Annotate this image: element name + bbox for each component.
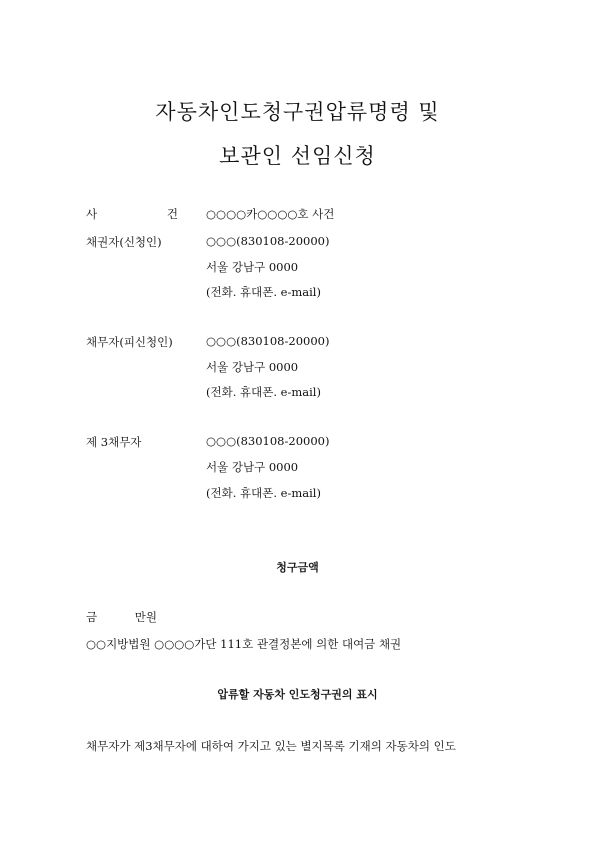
claim-basis: ○○지방법원 ○○○○가단 111호 관결정본에 의한 대여금 채권 (86, 637, 402, 651)
third-debtor-label: 제 3채무자 (86, 435, 142, 449)
amount-suffix: 만원 (134, 610, 157, 624)
third-debtor-contact: (전화. 휴대폰. e-mail) (206, 486, 321, 500)
third-debtor-name: ○○○(830108-20000) (206, 434, 330, 448)
creditor-label: 채권자(신청인) (86, 235, 162, 249)
creditor-address: 서울 강남구 0000 (206, 260, 299, 274)
amount-prefix: 금 (86, 610, 98, 624)
case-label (86, 206, 178, 222)
claim-amount-heading: 청구금액 (276, 561, 319, 574)
debtor-label: 채무자(피신청인) (86, 335, 173, 349)
document-title-line1: 자동차인도청구권압류명령 및 (155, 100, 440, 124)
seizure-text: 채무자가 제3채무자에 대하여 가지고 있는 별지목록 기재의 자동차의 인도 (86, 739, 456, 753)
third-debtor-address: 서울 강남구 0000 (206, 460, 299, 474)
case-value: ○○○○카○○○○호 사건 (206, 207, 335, 221)
creditor-contact: (전화. 휴대폰. e-mail) (206, 285, 321, 299)
creditor-name: ○○○(830108-20000) (206, 234, 330, 248)
seizure-heading: 압류할 자동차 인도청구권의 표시 (217, 688, 378, 701)
case-label-right: 건 (166, 207, 178, 221)
claim-amount (86, 609, 191, 625)
debtor-name: ○○○(830108-20000) (206, 334, 330, 348)
case-label-left: 사 (86, 207, 98, 221)
debtor-address: 서울 강남구 0000 (206, 360, 299, 374)
debtor-contact: (전화. 휴대폰. e-mail) (206, 385, 321, 399)
document-title-line2: 보관인 선임신청 (219, 144, 376, 168)
